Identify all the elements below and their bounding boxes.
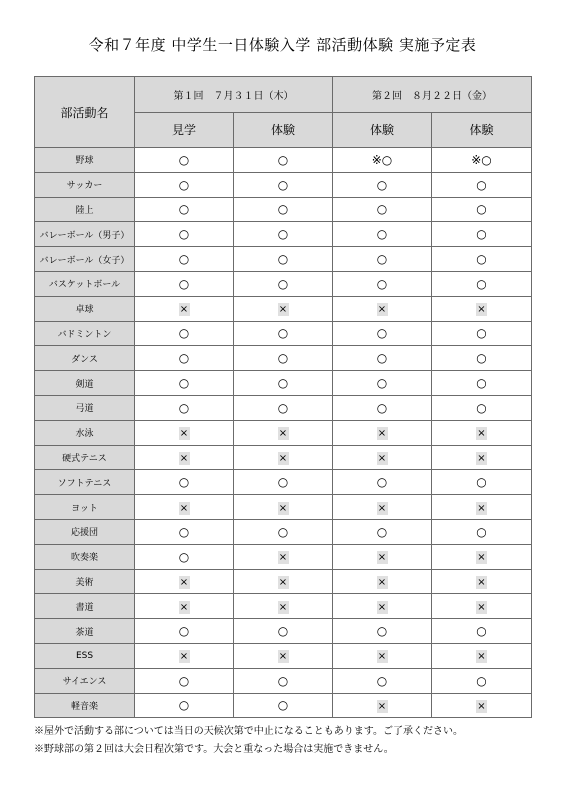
availability-cell — [135, 296, 234, 321]
availability-cell — [432, 495, 532, 520]
unavailable-mark: × — [377, 700, 387, 712]
unavailable-mark: × — [179, 304, 189, 316]
unavailable-mark: × — [179, 601, 189, 613]
availability-cell — [135, 346, 234, 371]
availability-cell — [333, 470, 432, 495]
availability-cell — [333, 643, 432, 668]
availability-cell — [135, 519, 234, 544]
availability-cell — [135, 321, 234, 346]
availability-cell — [234, 619, 333, 644]
club-name: 弓道 — [35, 395, 135, 420]
table-row — [35, 395, 532, 420]
club-name: 美術 — [35, 569, 135, 594]
availability-cell — [234, 544, 333, 569]
table-row — [35, 197, 532, 222]
unavailable-mark: × — [377, 502, 387, 514]
availability-cell — [333, 495, 432, 520]
unavailable-mark: × — [179, 452, 189, 464]
unavailable-mark: × — [377, 304, 387, 316]
availability-cell — [135, 172, 234, 197]
availability-cell — [333, 172, 432, 197]
unavailable-mark: × — [179, 428, 189, 440]
availability-cell — [432, 197, 532, 222]
availability-cell — [333, 668, 432, 693]
club-name: ESS — [35, 643, 135, 668]
availability-cell — [333, 594, 432, 619]
availability-cell — [234, 346, 333, 371]
availability-cell — [135, 395, 234, 420]
club-name: バレーボール（男子） — [35, 222, 135, 247]
availability-cell — [432, 172, 532, 197]
unavailable-mark: × — [278, 651, 288, 663]
table-row — [35, 594, 532, 619]
unavailable-mark: × — [377, 651, 387, 663]
unavailable-mark: × — [477, 304, 486, 316]
club-name: ヨット — [35, 495, 135, 520]
available-mark: ○ — [476, 351, 487, 366]
unavailable-mark: × — [278, 452, 288, 464]
available-mark: ○ — [277, 326, 289, 341]
session-1-observe-header: 見学 — [135, 112, 234, 148]
availability-cell — [135, 594, 234, 619]
available-mark: ○ — [476, 524, 487, 539]
club-name: バスケットボール — [35, 271, 135, 296]
unavailable-mark: × — [477, 502, 486, 514]
table-row — [35, 247, 532, 272]
availability-cell — [333, 619, 432, 644]
unavailable-mark: × — [278, 428, 288, 440]
unavailable-mark: × — [278, 304, 288, 316]
availability-cell — [432, 420, 532, 445]
table-row — [35, 172, 532, 197]
availability-cell — [333, 346, 432, 371]
table-row — [35, 693, 532, 718]
club-name: 書道 — [35, 594, 135, 619]
availability-cell — [234, 470, 333, 495]
available-mark: ○ — [376, 524, 388, 539]
club-name: 硬式テニス — [35, 445, 135, 470]
club-name: 軽音楽 — [35, 693, 135, 718]
table-row — [35, 470, 532, 495]
table-row — [35, 495, 532, 520]
available-mark: ○ — [476, 326, 487, 341]
availability-cell — [432, 693, 532, 718]
availability-cell — [333, 544, 432, 569]
table-row — [35, 346, 532, 371]
unavailable-mark: × — [278, 576, 288, 588]
availability-cell — [234, 519, 333, 544]
availability-cell — [432, 470, 532, 495]
availability-cell — [234, 197, 333, 222]
available-mark: ○ — [376, 673, 388, 688]
availability-cell — [234, 643, 333, 668]
available-mark: ○ — [476, 177, 487, 192]
club-name: サッカー — [35, 172, 135, 197]
availability-cell — [333, 371, 432, 396]
unavailable-mark: × — [377, 552, 387, 564]
table-row — [35, 643, 532, 668]
available-mark: ○ — [476, 252, 487, 267]
availability-cell — [135, 197, 234, 222]
club-name: 吹奏楽 — [35, 544, 135, 569]
available-mark: ○ — [178, 326, 190, 341]
availability-cell — [432, 445, 532, 470]
available-mark: ○ — [178, 376, 190, 391]
available-mark: ※○ — [371, 152, 393, 167]
available-mark: ○ — [376, 624, 388, 639]
availability-cell — [234, 222, 333, 247]
availability-cell — [432, 148, 532, 173]
table-header — [35, 77, 532, 148]
available-mark: ○ — [277, 351, 289, 366]
available-mark: ○ — [178, 400, 190, 415]
available-mark: ○ — [376, 227, 388, 242]
unavailable-mark: × — [377, 576, 387, 588]
note-baseball: ※野球部の第２回は大会日程次第です。大会と重なった場合は実施できません。 — [34, 744, 394, 755]
table-row — [35, 296, 532, 321]
availability-cell — [432, 544, 532, 569]
available-mark: ○ — [476, 376, 487, 391]
available-mark: ○ — [476, 673, 487, 688]
table-row — [35, 271, 532, 296]
available-mark: ○ — [178, 673, 190, 688]
availability-cell — [432, 569, 532, 594]
available-mark: ○ — [178, 276, 190, 291]
available-mark: ○ — [376, 351, 388, 366]
availability-cell — [432, 371, 532, 396]
table-row — [35, 222, 532, 247]
available-mark: ○ — [476, 624, 487, 639]
available-mark: ○ — [376, 276, 388, 291]
unavailable-mark: × — [377, 601, 387, 613]
page-title: 令和７年度 中学生一日体験入学 部活動体験 実施予定表 — [88, 36, 477, 54]
availability-cell — [333, 569, 432, 594]
available-mark: ○ — [178, 227, 190, 242]
availability-cell — [135, 148, 234, 173]
club-name: ダンス — [35, 346, 135, 371]
unavailable-mark: × — [477, 700, 486, 712]
table-row — [35, 519, 532, 544]
availability-cell — [135, 247, 234, 272]
availability-cell — [333, 445, 432, 470]
available-mark: ○ — [376, 202, 388, 217]
availability-cell — [333, 148, 432, 173]
available-mark: ○ — [476, 227, 487, 242]
available-mark: ○ — [476, 202, 487, 217]
availability-cell — [135, 445, 234, 470]
availability-cell — [432, 619, 532, 644]
availability-cell — [234, 296, 333, 321]
session-1-header: 第１回 ７月３１日（木） — [135, 77, 333, 113]
unavailable-mark: × — [477, 428, 486, 440]
available-mark: ○ — [277, 227, 289, 242]
available-mark: ○ — [376, 475, 388, 490]
available-mark: ○ — [178, 351, 190, 366]
available-mark: ○ — [277, 376, 289, 391]
club-name: 卓球 — [35, 296, 135, 321]
unavailable-mark: × — [377, 428, 387, 440]
unavailable-mark: × — [477, 576, 486, 588]
availability-cell — [432, 395, 532, 420]
available-mark: ○ — [376, 177, 388, 192]
availability-cell — [135, 544, 234, 569]
availability-cell — [432, 668, 532, 693]
available-mark: ○ — [178, 202, 190, 217]
available-mark: ○ — [277, 400, 289, 415]
availability-cell — [234, 569, 333, 594]
unavailable-mark: × — [179, 651, 189, 663]
table-row — [35, 420, 532, 445]
available-mark: ○ — [476, 276, 487, 291]
availability-cell — [234, 148, 333, 173]
availability-cell — [234, 321, 333, 346]
available-mark: ○ — [376, 252, 388, 267]
unavailable-mark: × — [477, 601, 486, 613]
availability-cell — [432, 271, 532, 296]
available-mark: ○ — [476, 475, 487, 490]
availability-cell — [333, 420, 432, 445]
available-mark: ○ — [277, 177, 289, 192]
club-name: バレーボール（女子） — [35, 247, 135, 272]
unavailable-mark: × — [377, 452, 387, 464]
availability-cell — [432, 594, 532, 619]
available-mark: ○ — [178, 252, 190, 267]
table-row — [35, 445, 532, 470]
availability-cell — [234, 395, 333, 420]
available-mark: ○ — [178, 698, 190, 713]
availability-cell — [333, 321, 432, 346]
available-mark: ○ — [178, 152, 190, 167]
availability-cell — [234, 172, 333, 197]
table-row — [35, 371, 532, 396]
unavailable-mark: × — [477, 651, 486, 663]
availability-cell — [234, 445, 333, 470]
availability-cell — [234, 495, 333, 520]
availability-cell — [432, 296, 532, 321]
club-name: バドミントン — [35, 321, 135, 346]
club-name: 陸上 — [35, 197, 135, 222]
club-name: ソフトテニス — [35, 470, 135, 495]
availability-cell — [432, 346, 532, 371]
session-2-trial-header-a: 体験 — [333, 112, 432, 148]
note-weather: ※屋外で活動する部については当日の天候次第で中止になることもあります。ご了承ください。 — [34, 726, 463, 737]
availability-cell — [234, 247, 333, 272]
availability-cell — [432, 222, 532, 247]
availability-cell — [333, 271, 432, 296]
club-name: 応援団 — [35, 519, 135, 544]
club-name: 水泳 — [35, 420, 135, 445]
table-row — [35, 321, 532, 346]
table-body — [35, 148, 532, 718]
available-mark: ○ — [376, 376, 388, 391]
club-name-header: 部活動名 — [35, 77, 135, 148]
availability-cell — [234, 594, 333, 619]
unavailable-mark: × — [477, 552, 486, 564]
availability-cell — [135, 693, 234, 718]
availability-cell — [432, 519, 532, 544]
table-row — [35, 544, 532, 569]
available-mark: ○ — [178, 549, 190, 564]
available-mark: ○ — [178, 524, 190, 539]
unavailable-mark: × — [179, 576, 189, 588]
availability-cell — [432, 643, 532, 668]
availability-cell — [333, 519, 432, 544]
club-name: 茶道 — [35, 619, 135, 644]
availability-cell — [333, 197, 432, 222]
session-2-header: 第２回 ８月２２日（金） — [333, 77, 532, 113]
available-mark: ○ — [178, 475, 190, 490]
available-mark: ○ — [277, 524, 289, 539]
availability-cell — [135, 495, 234, 520]
unavailable-mark: × — [179, 502, 189, 514]
available-mark: ○ — [277, 624, 289, 639]
availability-cell — [432, 247, 532, 272]
availability-cell — [135, 470, 234, 495]
availability-cell — [135, 569, 234, 594]
availability-cell — [234, 420, 333, 445]
availability-cell — [234, 668, 333, 693]
availability-cell — [333, 222, 432, 247]
availability-cell — [333, 693, 432, 718]
available-mark: ○ — [277, 202, 289, 217]
availability-cell — [135, 643, 234, 668]
session-2-trial-header-b: 体験 — [432, 112, 532, 148]
availability-cell — [432, 321, 532, 346]
availability-cell — [135, 668, 234, 693]
availability-cell — [135, 371, 234, 396]
club-name: サイエンス — [35, 668, 135, 693]
table-row — [35, 619, 532, 644]
available-mark: ○ — [178, 177, 190, 192]
availability-cell — [135, 420, 234, 445]
availability-cell — [234, 271, 333, 296]
available-mark: ○ — [277, 152, 289, 167]
availability-cell — [135, 619, 234, 644]
available-mark: ○ — [277, 475, 289, 490]
unavailable-mark: × — [278, 601, 288, 613]
availability-cell — [333, 296, 432, 321]
available-mark: ○ — [376, 400, 388, 415]
available-mark: ○ — [277, 673, 289, 688]
session-1-trial-header: 体験 — [234, 112, 333, 148]
table-row — [35, 148, 532, 173]
unavailable-mark: × — [477, 452, 486, 464]
available-mark: ○ — [277, 252, 289, 267]
unavailable-mark: × — [278, 502, 288, 514]
availability-cell — [234, 371, 333, 396]
available-mark: ○ — [277, 276, 289, 291]
available-mark: ○ — [277, 698, 289, 713]
club-name: 野球 — [35, 148, 135, 173]
available-mark: ○ — [178, 624, 190, 639]
schedule-table — [34, 76, 532, 718]
availability-cell — [135, 271, 234, 296]
available-mark: ○ — [476, 400, 487, 415]
availability-cell — [333, 247, 432, 272]
available-mark: ※○ — [471, 152, 492, 167]
availability-cell — [234, 693, 333, 718]
unavailable-mark: × — [278, 552, 288, 564]
availability-cell — [333, 395, 432, 420]
club-name: 剣道 — [35, 371, 135, 396]
table-row — [35, 569, 532, 594]
availability-cell — [135, 222, 234, 247]
available-mark: ○ — [376, 326, 388, 341]
table-row — [35, 668, 532, 693]
